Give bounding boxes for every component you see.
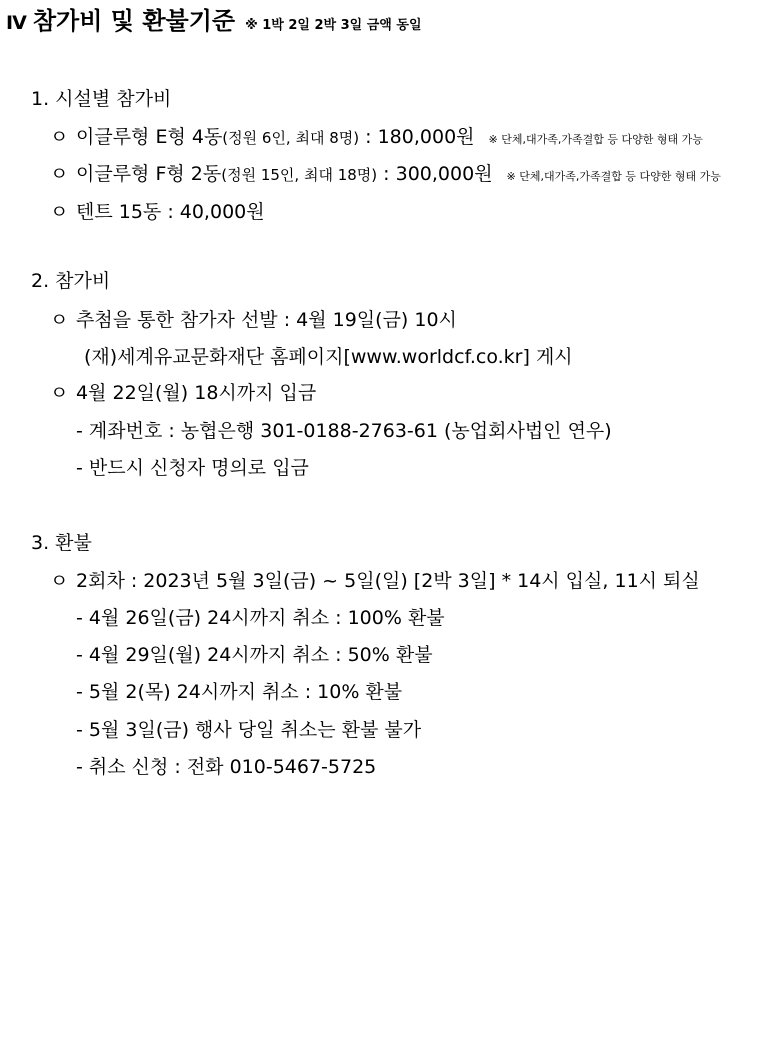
item-detail: (정원 6인, 최대 8명) bbox=[222, 129, 360, 147]
item-name: 텐트 15동 : 40,000원 bbox=[76, 201, 265, 223]
sub-item: - 4월 29일(월) 24시까지 취소 : 50% 환불 bbox=[76, 644, 433, 666]
sub-item: - 4월 26일(금) 24시까지 취소 : 100% 환불 bbox=[76, 607, 445, 629]
bullet: ㅇ bbox=[50, 126, 69, 148]
fee-item-f-type bbox=[50, 159, 721, 186]
section-header bbox=[6, 1, 422, 36]
fee-item-e-type bbox=[50, 122, 703, 149]
payment-item-lottery bbox=[50, 305, 457, 332]
sub-item: - 5월 3일(금) 행사 당일 취소는 환불 불가 bbox=[76, 719, 422, 741]
section-3-heading: 3. 환불 bbox=[31, 532, 92, 554]
roman-numeral: Ⅳ bbox=[6, 12, 27, 34]
item-note: ※ 단체,대가족,가족결합 등 다양한 형태 가능 bbox=[488, 133, 703, 146]
item-note: ※ 단체,대가족,가족결합 등 다양한 형태 가능 bbox=[506, 170, 721, 183]
sub-item: - 반드시 신청자 명의로 입금 bbox=[76, 457, 309, 479]
bullet: ㅇ bbox=[50, 201, 69, 223]
section-1-heading: 1. 시설별 참가비 bbox=[31, 88, 172, 110]
sub-item: - 계좌번호 : 농협은행 301-0188-2763-61 (농업회사법인 연우) bbox=[76, 420, 612, 442]
refund-item-session bbox=[50, 566, 700, 593]
section-2-heading: 2. 참가비 bbox=[31, 270, 111, 292]
item-text: 2회차 : 2023년 5월 3일(금) ~ 5일(일) [2박 3일] * 14시 입실, 11시 퇴실 bbox=[76, 570, 700, 592]
sub-item: - 5월 2(목) 24시까지 취소 : 10% 환불 bbox=[76, 681, 403, 703]
item-text: 4월 22일(월) 18시까지 입금 bbox=[76, 382, 317, 404]
item-name: 이글루형 E형 4동 bbox=[76, 126, 223, 148]
payment-item-deposit bbox=[50, 378, 316, 405]
fee-item-tent bbox=[50, 197, 265, 224]
item-price: : 180,000원 bbox=[359, 126, 475, 148]
lottery-notice-line: (재)세계유교문화재단 홈페이지[www.worldcf.co.kr] 게시 bbox=[84, 346, 573, 368]
item-detail: (정원 15인, 최대 18명) bbox=[221, 166, 378, 184]
header-note: ※ 1박 2일 2박 3일 금액 동일 bbox=[245, 18, 422, 33]
sub-item: - 취소 신청 : 전화 010-5467-5725 bbox=[76, 756, 377, 778]
bullet: ㅇ bbox=[50, 163, 69, 185]
page-title: 참가비 및 환불기준 bbox=[32, 7, 236, 35]
bullet: ㅇ bbox=[50, 382, 69, 404]
bullet: ㅇ bbox=[50, 309, 69, 331]
item-price: : 300,000원 bbox=[377, 163, 493, 185]
item-text: 추첨을 통한 참가자 선발 : 4월 19일(금) 10시 bbox=[76, 309, 457, 331]
item-name: 이글루형 F형 2동 bbox=[76, 163, 222, 185]
bullet: ㅇ bbox=[50, 570, 69, 592]
